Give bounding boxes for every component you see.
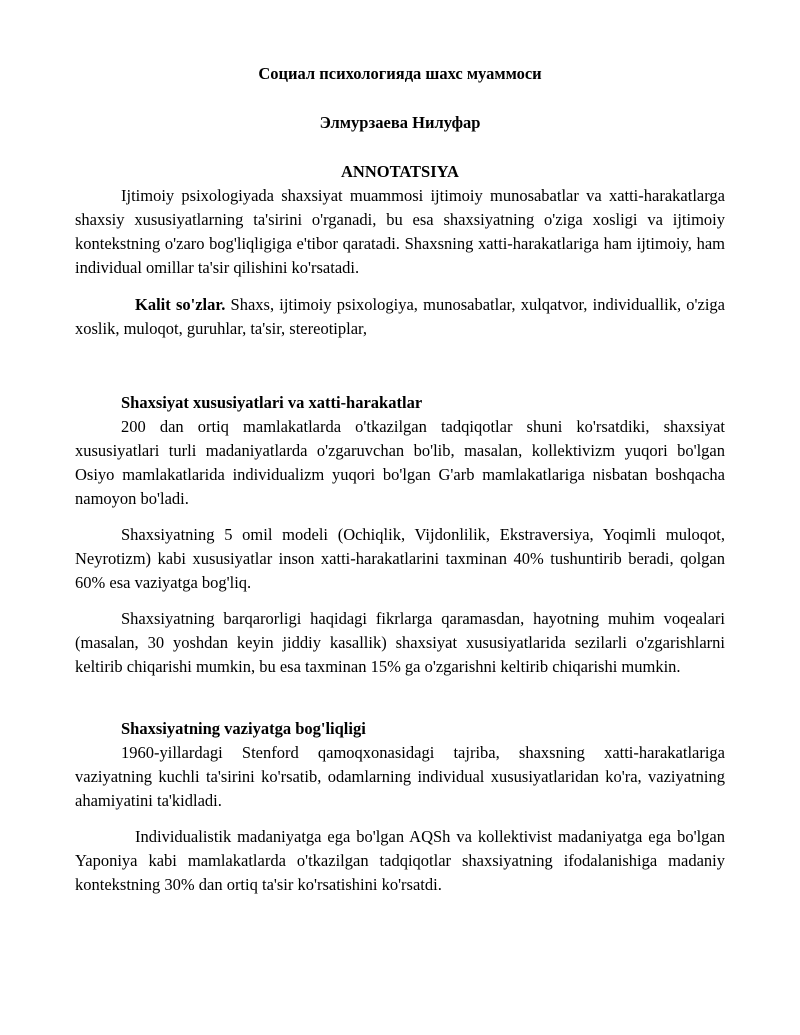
keywords-list: Shaxs, ijtimoiy psixologiya, munosabatlar, xulqatvor, individuallik, o'ziga xoslik, muloqot, guruhlar, ta'sir, stereotiplar,	[75, 295, 725, 338]
author-name: Элмурзаева Нилуфар	[319, 113, 481, 132]
section2-paragraph-1: 1960-yillardagi Stenford qamoqxonasidagi tajriba, shaxsning xatti-harakatlariga vaziyatning kuchli ta'sirini ko'rsatib, odamlarning individual xususiyatlaridan ko'ra, vaziyatning ahamiyatini ta'kidladi.	[75, 743, 725, 810]
annotation-paragraph: Ijtimoiy psixologiyada shaxsiyat muammosi ijtimoiy munosabatlar va xatti-harakatlarga shaxsiy xususiyatlarning ta'sirini o'rganadi, bu esa shaxsiyatning o'ziga xosligi va ijtimoiy kontekstning o'zaro bog'liqligiga e'tibor qaratadi. Shaxsning xatti-harakatlariga ham ijtimoiy, ham individual omillar ta'sir qilishini ko'rsatadi.	[75, 186, 725, 277]
document-title: Социал психологияда шахс муаммоси	[258, 64, 542, 83]
section-heading-personality-traits: Shaxsiyat xususiyatlari va xatti-harakatlar	[121, 393, 423, 412]
annotation-heading: ANNOTATSIYA	[341, 162, 459, 181]
keywords-paragraph	[75, 293, 725, 341]
section2-paragraph-2: Individualistik madaniyatga ega bo'lgan AQSh va kollektivist madaniyatga ega bo'lgan Yaponiya kabi mamlakatlarda o'tkazilgan tadqiqotlar shaxsiyatning ifodalanishiga madaniy kontekstning 30% dan ortiq ta'sir ko'rsatishini ko'rsatdi.	[75, 827, 725, 894]
section1-paragraph-2: Shaxsiyatning 5 omil modeli (Ochiqlik, Vijdonlilik, Ekstraversiya, Yoqimli muloqot, Neyrotizm) kabi xususiyatlar inson xatti-harakatlarini taxminan 40% tushuntirib beradi, qolgan 60% esa vaziyatga bog'liq.	[75, 525, 725, 592]
section1-paragraph-3: Shaxsiyatning barqarorligi haqidagi fikrlarga qaramasdan, hayotning muhim voqealari (masalan, 30 yoshdan keyin jiddiy kasallik) shaxsiyat xususiyatlarida sezilarli o'zgarishlarni keltirib chiqarishi mumkin, bu esa taxminan 15% ga o'zgarishni keltirib chiqarishi mumkin.	[75, 609, 725, 676]
section-heading-situational-dependence: Shaxsiyatning vaziyatga bog'liqligi	[121, 719, 366, 738]
section1-paragraph-1: 200 dan ortiq mamlakatlarda o'tkazilgan tadqiqotlar shuni ko'rsatdiki, shaxsiyat xususiyatlari turli madaniyatlarda o'zgaruvchan bo'lib, masalan, kollektivizm yuqori bo'lgan Osiyo mamlakatlarida individualizm yuqori bo'lgan G'arb mamlakatlariga nisbatan boshqacha namoyon bo'ladi.	[75, 417, 725, 508]
keywords-label: Kalit so'zlar.	[135, 295, 226, 314]
document-page	[75, 62, 725, 897]
